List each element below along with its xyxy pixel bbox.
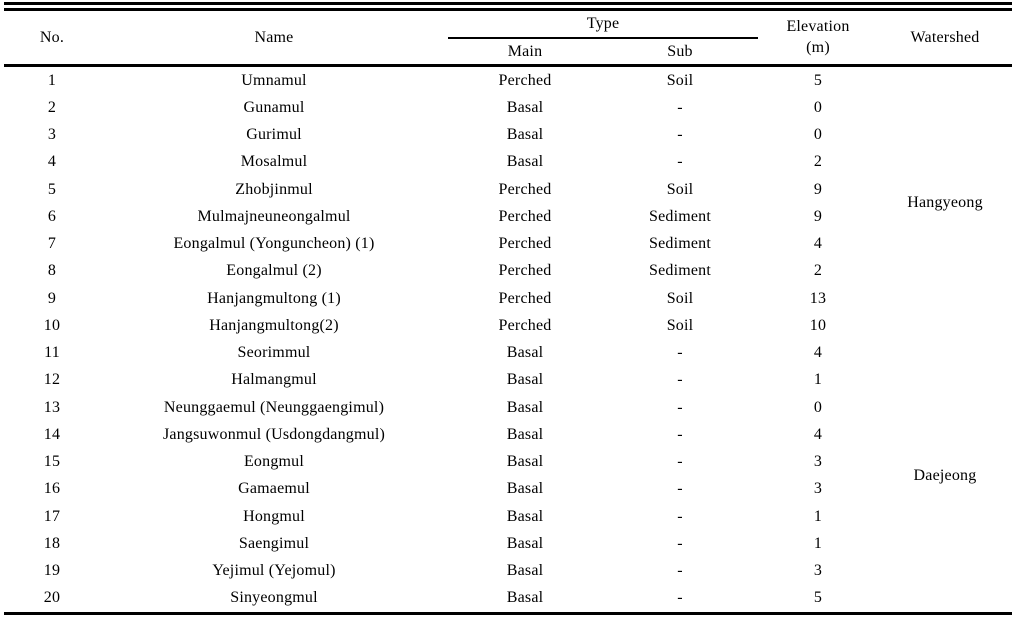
elevation-cell: 9 — [813, 207, 823, 225]
table-body — [4, 66, 1012, 614]
no-cell: 5 — [47, 180, 57, 198]
type-main-cell: Perched — [498, 235, 552, 253]
no-cell: 16 — [43, 480, 61, 498]
table-row — [4, 176, 1012, 203]
elevation-cell: 2 — [813, 153, 823, 171]
no-cell: 3 — [47, 126, 57, 144]
elevation-cell: 9 — [813, 180, 823, 198]
name-cell: Neunggaemul (Neunggaengimul) — [163, 398, 385, 416]
header-watershed: Watershed — [910, 28, 980, 46]
no-cell: 20 — [43, 589, 61, 607]
no-cell: 7 — [47, 235, 57, 253]
table-row — [4, 258, 1012, 285]
table-row — [4, 94, 1012, 121]
type-sub-cell: - — [677, 398, 683, 416]
elevation-cell: 2 — [813, 262, 823, 280]
name-cell: Hanjangmultong(2) — [209, 316, 339, 334]
table-row — [4, 476, 1012, 503]
no-cell: 19 — [43, 562, 61, 580]
type-sub-cell: - — [677, 507, 683, 525]
table-header — [4, 7, 1012, 66]
header-type: Type — [448, 7, 758, 39]
elevation-cell: 4 — [813, 235, 823, 253]
name-cell: Mosalmul — [240, 153, 308, 171]
header-type-sub: Sub — [667, 42, 693, 60]
table-row — [4, 203, 1012, 230]
name-cell: Gurimul — [246, 126, 302, 144]
watershed-cell-hangyeong: Hangyeong — [907, 194, 983, 212]
springs-table — [4, 2, 1012, 615]
name-cell: Umnamul — [241, 71, 307, 89]
type-main-cell: Basal — [506, 480, 544, 498]
elevation-cell: 0 — [813, 126, 823, 144]
name-cell: Eongalmul (2) — [226, 262, 322, 280]
table-row — [4, 421, 1012, 448]
type-sub-cell: - — [677, 480, 683, 498]
name-cell: Seorimmul — [237, 344, 311, 362]
name-cell: Mulmajneuneongalmul — [197, 207, 351, 225]
type-main-cell: Basal — [506, 398, 544, 416]
type-sub-cell: - — [677, 153, 683, 171]
table-row — [4, 367, 1012, 394]
elevation-cell: 0 — [813, 398, 823, 416]
type-sub-cell: Soil — [666, 71, 694, 89]
no-cell: 2 — [47, 98, 57, 116]
table-row — [4, 449, 1012, 476]
name-cell: Zhobjinmul — [235, 180, 313, 198]
table-row — [4, 394, 1012, 421]
name-cell: Halmangmul — [231, 371, 317, 389]
name-cell: Eongalmul (Yonguncheon) (1) — [173, 235, 375, 253]
type-main-cell: Basal — [506, 344, 544, 362]
type-main-cell: Basal — [506, 453, 544, 471]
type-main-cell: Basal — [506, 562, 544, 580]
type-main-cell: Basal — [506, 98, 544, 116]
type-sub-cell: Sediment — [648, 235, 712, 253]
table-row — [4, 503, 1012, 530]
type-sub-cell: Soil — [666, 316, 694, 334]
elevation-cell: 3 — [813, 562, 823, 580]
type-sub-cell: - — [677, 344, 683, 362]
type-main-cell: Basal — [506, 126, 544, 144]
header-elevation — [758, 7, 878, 66]
table-row — [4, 122, 1012, 149]
no-cell: 8 — [47, 262, 57, 280]
type-sub-cell: - — [677, 534, 683, 552]
type-sub-cell: Sediment — [648, 262, 712, 280]
table-row — [4, 66, 1012, 95]
type-sub-cell: Soil — [666, 289, 694, 307]
elevation-cell: 13 — [809, 289, 827, 307]
header-name: Name — [254, 28, 294, 46]
no-cell: 15 — [43, 453, 61, 471]
elevation-cell: 0 — [813, 98, 823, 116]
name-cell: Gamaemul — [238, 480, 310, 498]
type-sub-cell: - — [677, 589, 683, 607]
type-main-cell: Perched — [498, 207, 552, 225]
no-cell: 4 — [47, 153, 57, 171]
name-cell: Saengimul — [238, 534, 310, 552]
no-cell: 18 — [43, 534, 61, 552]
elevation-cell: 1 — [813, 507, 823, 525]
table-row — [4, 340, 1012, 367]
type-main-cell: Perched — [498, 71, 552, 89]
name-cell: Jangsuwonmul (Usdongdangmul) — [162, 425, 386, 443]
table-row — [4, 285, 1012, 312]
type-sub-cell: - — [677, 425, 683, 443]
no-cell: 10 — [43, 316, 61, 334]
elevation-cell: 3 — [813, 453, 823, 471]
type-sub-cell: Sediment — [648, 207, 712, 225]
table-row — [4, 558, 1012, 585]
no-cell: 11 — [44, 344, 60, 362]
elevation-cell: 1 — [813, 534, 823, 552]
no-cell: 9 — [47, 289, 57, 307]
watershed-cell-daejeong: Daejeong — [913, 466, 977, 484]
type-sub-cell: Soil — [666, 180, 694, 198]
elevation-cell: 3 — [813, 480, 823, 498]
table-row — [4, 149, 1012, 176]
type-main-cell: Perched — [498, 289, 552, 307]
name-cell: Hongmul — [243, 507, 305, 525]
no-cell: 13 — [43, 398, 61, 416]
type-main-cell: Basal — [506, 153, 544, 171]
type-sub-cell: - — [677, 562, 683, 580]
type-main-cell: Basal — [506, 534, 544, 552]
type-sub-cell: - — [677, 371, 683, 389]
no-cell: 12 — [43, 371, 61, 389]
type-main-cell: Perched — [498, 180, 552, 198]
elevation-cell: 10 — [809, 316, 827, 334]
header-type-main: Main — [507, 42, 543, 60]
table-row — [4, 231, 1012, 258]
elevation-cell: 5 — [813, 71, 823, 89]
type-sub-cell: - — [677, 126, 683, 144]
elevation-cell: 4 — [813, 425, 823, 443]
type-main-cell: Basal — [506, 589, 544, 607]
type-main-cell: Basal — [506, 507, 544, 525]
type-sub-cell: - — [677, 453, 683, 471]
name-cell: Sinyeongmul — [230, 589, 318, 607]
type-sub-cell: - — [677, 98, 683, 116]
type-main-cell: Basal — [506, 425, 544, 443]
elevation-cell: 4 — [813, 344, 823, 362]
table-row — [4, 530, 1012, 557]
table-row — [4, 585, 1012, 614]
header-elevation-line1: Elevation — [786, 17, 850, 35]
header-no: No. — [39, 28, 65, 46]
type-main-cell: Basal — [506, 371, 544, 389]
name-cell: Hanjangmultong (1) — [207, 289, 341, 307]
type-main-cell: Perched — [498, 316, 552, 334]
elevation-cell: 1 — [813, 371, 823, 389]
no-cell: 1 — [47, 71, 57, 89]
no-cell: 14 — [43, 425, 61, 443]
elevation-cell: 5 — [813, 589, 823, 607]
name-cell: Yejimul (Yejomul) — [212, 562, 336, 580]
name-cell: Eongmul — [243, 453, 305, 471]
no-cell: 17 — [43, 507, 61, 525]
table-row — [4, 312, 1012, 339]
no-cell: 6 — [47, 207, 57, 225]
name-cell: Gunamul — [243, 98, 305, 116]
type-main-cell: Perched — [498, 262, 552, 280]
header-elevation-line2: (m) — [806, 38, 830, 56]
